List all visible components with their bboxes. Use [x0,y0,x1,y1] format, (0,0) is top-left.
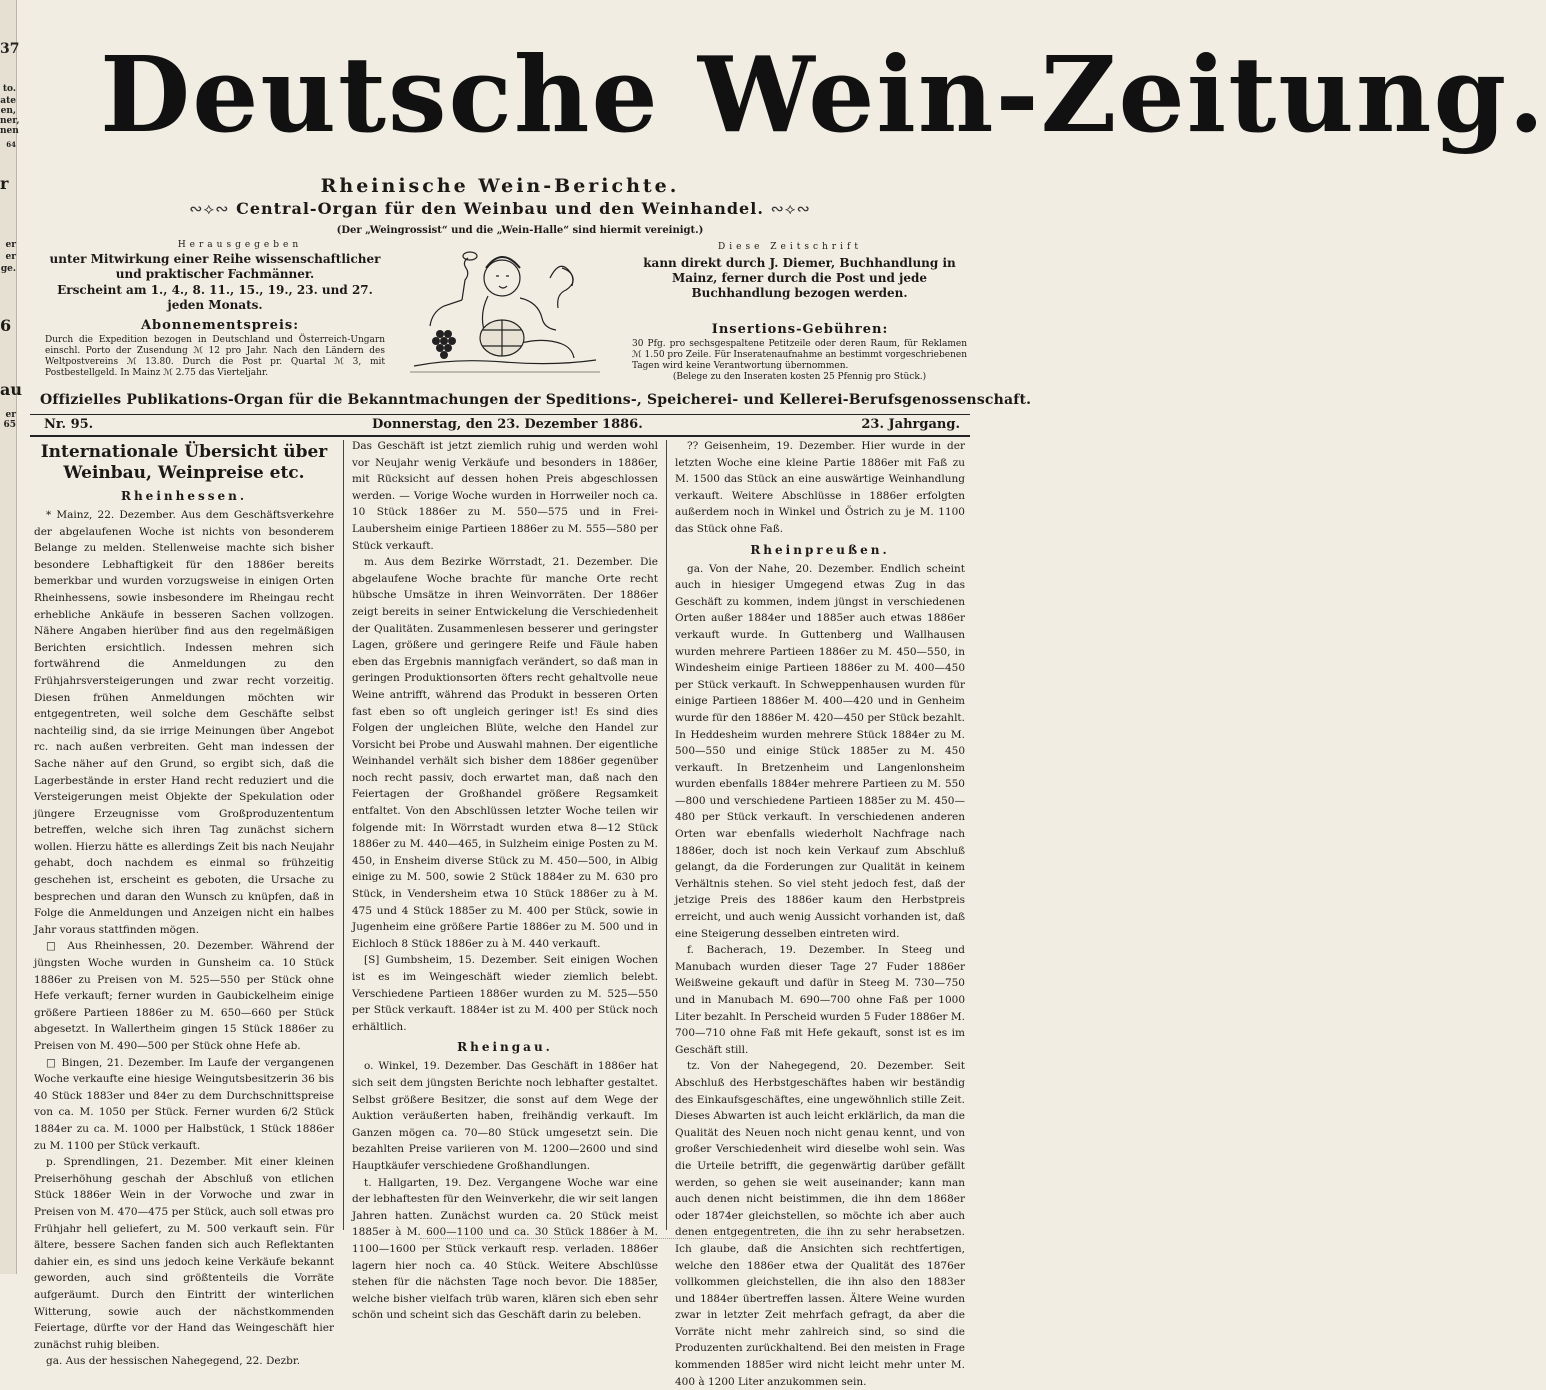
article-title: Internationale Übersicht über Weinbau, Weinpreise etc. [40,442,328,483]
bacchus-vignette-image [410,238,600,378]
article-paragraph: □ Aus Rheinhessen, 20. Dezember. Während der jüngsten Woche wurden in Gunsheim ca. 10 Stück 1886er zu Preisen von M. 525—550 per Stück ohne Hefe verkauft; ferner wurden in Gaubickelheim einige größere Partieen 1886er zu M. 650—660 per Stück abgesetzt. In Wallertheim gingen 15 Stück 1886er zu Preisen von M. 490—500 per Stück ohne Hefe ab. [34,940,334,1052]
insertion-title: Insertions-Gebühren: [711,322,889,337]
edge-mark: er [5,410,16,420]
column-separator [666,440,667,1230]
article-paragraph: m. Aus dem Bezirke Wörrstadt, 21. Dezember. Die abgelaufene Woche brachte für manche Orte recht hübsche Umsätze in ihren Weinvorräten. Der 1886er zeigt bereits in seiner Entwickelung die Verschiedenheit der Qualitäten. Zusammenlesen besserer und geringster Lagen, größere und geringere Reife und Fäule haben eben das Ergebnis mannigfach verändert, so daß man in geringen Produktionsorten öfters recht gehaltvolle neue Weine antrifft, während das Produkt in besseren Orten fast eben so oft ungleich geringer ist! Es sind dies Folgen der ungleichen Blüte, welche den Handel zur Vorsicht bei Probe und Auswahl mahnen. Der eigentliche Weinhandel verhält sich bisher dem 1886er gegenüber noch recht passiv, doch erwartet man, daß nach den Feiertagen der Großhandel größere Regsamkeit entfaltet. Von den Abschlüssen letzter Woche teilen wir folgende mit: In Wörrstadt wurden etwa 8—12 Stück 1886er zu M. 440—465, in Sulzheim einige Posten zu M. 450, in Ensheim diverse Stück zu M. 450—500, in Albig einige zu M. 500, sowie 2 Stück 1884er zu M. 630 pro Stück, in Vendersheim etwa 10 Stück 1886er zu à M. 475 und 4 Stück 1885er zu M. 400 per Stück, sowie in Jugenheim eine größere Partie 1886er zu M. 500 und in Eichloch 8 Stück 1886er zu à M. 440 verkauft. [352,556,658,950]
article-paragraph: p. Sprendlingen, 21. Dezember. Mit einer kleinen Preiserhöhung geschah der Abschluß von etlichen Stück 1886er Wein in der Vorwoche und zwar in Preisen von M. 470—475 per Stück, auch soll etwas pro Frühjahr hell geliefert, zu M. 500 verkauft sein. Für ältere, bessere Sachen fanden sich auch Reflektanten dahier ein, es sind uns jedoch keine Verkäufe bekannt geworden, auch sind größtenteils die Vorräte aufgeräumt. Durch den Eintritt der winterlichen Witterung, sowie auch der nächstkommenden Feiertage, dürfte vor der Hand das Weingeschäft hier zunächst ruhig bleiben. [34,1156,334,1351]
publisher-label: Herausgegeben [177,240,303,250]
article-paragraph: f. Bacherach, 19. Dezember. In Steeg und Manubach wurden dieser Tage 27 Fuder 1886er Weißweine gekauft und dafür in Steeg M. 730—750 und in Manubach M. 690—700 ohne Faß per 1000 Liter bezahlt. In Perscheid wurden 5 Fuder 1886er M. 700—710 ohne Faß mit Hefe gekauft, sonst ist es im Geschäft still. [675,944,965,1056]
edge-mark: ge. [0,264,16,274]
header-rule-bottom [30,435,970,437]
article-paragraph: t. Hallgarten, 19. Dez. Vergangene Woche war eine der lebhaftesten für den Weinverkehr, die wir seit langen Jahren hatten. Zunächst wurden ca. 20 Stück meist 1885er à M. 600—1100 und ca. 30 Stück 1886er à M. 1100—1600 per Stück verkauft resp. verladen. 1886er lagern hier noch ca. 40 Stück. Weitere Abschlüsse stehen für die nächsten Tage noch bevor. Die 1885er, welche bisher vielfach trüb waren, klären sich eben sehr schön und scheint sich das Geschäft darin zu beleben. [352,1176,658,1322]
subscription-label: Diese Zeitschrift [718,242,862,252]
edge-fragment: ner, [0,116,20,126]
article-column-3 [675,438,965,1390]
edge-mark: 6 [0,316,12,335]
section-heading-rheinpreussen: Rheinpreußen. [750,542,890,557]
edge-mark: au [0,380,22,399]
ornament-right: ∾⟡∾ [770,199,811,218]
insertion-text [632,339,967,383]
abonnement-title: Abonnementspreis: [140,318,300,333]
article-paragraph: [S] Gumbsheim, 15. Dezember. Seit einigen Wochen ist es im Weingeschäft wieder ziemlich belebt. Verschiedene Partieen 1886er wurden zu M. 525—550 per Stück verkauft. 1884er ist zu M. 400 per Stück noch erhältlich. [352,954,658,1033]
section-heading-rheingau: Rheingau. [457,1040,553,1055]
article-paragraph: tz. Von der Nahegegend, 20. Dezember. Seit Abschluß des Herbstgeschäftes haben wir beständig des Einkaufsgeschäftes, eine ungewöhnlich stille Zeit. Dieses Abwarten ist auch leicht erklärlich, da man die Qualität des Neuen noch nicht genau kennt, und von großer Verschiedenheit wird dieselbe wohl sein. Was die Urteile betrifft, die gegenwärtig darüber gefällt werden, so gehen sie weit auseinander; kann man auch denen nicht beistimmen, die ihn dem 1868er oder 1874er gleichstellen, so möchte ich aber auch denen entgegentreten, die ihn zu sehr herabsetzen. Ich glaube, daß die Ansichten sich rechtfertigen, welche den 1886er etwa der Qualität des 1876er vollkommen gleichstellen, die ihn also den 1883er und 1884er übertreffen lassen. Ältere Weine wurden zwar in letzter Zeit mehrfach gefragt, da aber die Vorräte nicht mehr zahlreich sind, so sind die Produzenten zurückhaltend. Bei den meisten in Frage kommenden 1885er wird nicht leicht mehr unter M. 400 à 1200 Liter anzukommen sein. [675,1060,965,1388]
edge-fragment: ate [0,96,16,106]
edge-mark: 65 [3,420,16,430]
header-rule-top [30,414,970,415]
issue-date: Donnerstag, den 23. Dezember 1886. [372,417,643,432]
edge-mark: er [5,240,16,250]
edge-mark: er [5,252,16,262]
footer-rule [420,1238,840,1245]
central-organ-text: Central-Organ für den Weinbau und den Weinhandel. [236,199,764,218]
edge-fragment: to. [2,84,16,94]
ornament-left: ∾⟡∾ [189,199,230,218]
section-heading-rheinhessen: Rheinhessen. [120,489,248,503]
edge-fragment: 37 [0,41,20,57]
edge-fragment: en, [0,106,16,116]
issue-volume: 23. Jahrgang. [861,417,960,432]
insertion-note: (Belege zu den Inseraten kosten 25 Pfennig pro Stück.) [672,372,927,382]
issue-number: Nr. 95. [44,417,94,432]
edge-fragment: 64 [6,140,16,149]
subscription-body: kann direkt durch J. Diemer, Buchhandlung in Mainz, ferner durch die Post und jede Buchhandlung bezogen werden. [643,256,956,300]
article-paragraph: * Mainz, 22. Dezember. Aus dem Geschäftsverkehre der abgelaufenen Woche ist nichts von besonderem Belange zu melden. Stellenweise machte sich bisher besondere Lebhaftigkeit für den 1886er bereits bemerkbar und wurden vorzugsweise in einigen Orten Rheinhessens, sowie insbesondere im Rheingau recht erhebliche Ankäufe in besseren Sachen vollzogen. Nähere Angaben hierüber find aus den regelmäßigen Berichten ersichtlich. Indessen mehren sich fortwährend die Anmeldungen zu den Frühjahrsversteigerungen und zwar recht vorzeitig. Diesen frühen Anmeldungen möchten wir entgegentreten, weil solche dem Geschäfte selbst nachteilig sind, da sie irrige Meinungen über Angebot rc. nach außen verbreiten. Geht man indessen der Sache näher auf den Grund, so ergibt sich, daß die Lagerbestände in erster Hand recht reduziert und die Versteigerungen meist Objekte der Spekulation oder jüngere Erzeugnisse vom Großproduzententum betreffen, welche sich ihren Tag zunächst sichern wollen. Hierzu hätte es allerdings Zeit bis nach Neujahr gehabt, doch nachdem es einmal so frühzeitig geschehen ist, erscheint es geboten, die Ursache zu besprechen und daran den Wunsch zu knüpfen, daß in Folge die Anmeldungen und Anzeigen nicht ein halbes Jahr voraus stattfinden mögen. [34,509,334,936]
insertion-body: 30 Pfg. pro sechsgespaltene Petitzeile oder deren Raum, für Reklamen ℳ 1.50 pro Zeile. Für Inseratenaufnahme an bestimmt vorgeschriebenen Tagen wird keine Verantwortung übernommen. [632,339,967,371]
article-paragraph: Das Geschäft ist jetzt ziemlich ruhig und werden wohl vor Neujahr wenig Verkäufe und besonders in 1886er, mit Rücksicht auf dessen hohen Preis abgeschlossen werden. — Vorige Woche wurden in Horrweiler noch ca. 10 Stück 1886er zu M. 550—575 und in Frei-Laubersheim einige Partieen 1886er zu M. 555—580 per Stück verkauft. [352,440,658,552]
official-organ-line: Offizielles Publikations-Organ für die Bekanntmachungen der Speditions-, Speicherei- und Kellerei-Berufsgenossenschaft. [40,392,1032,408]
article-paragraph: ga. Aus der hessischen Nahegegend, 22. Dezbr. [46,1355,301,1368]
article-paragraph: ?? Geisenheim, 19. Dezember. Hier wurde in der letzten Woche eine kleine Partie 1886er mit Faß zu M. 1500 das Stück an eine auswärtige Weinhandlung verkauft. Weitere Abschlüsse in 1886er erfolgten außerdem noch in Winkel und Östrich zu je M. 1100 das Stück ohne Faß. [675,440,965,535]
publisher-body: unter Mitwirkung einer Reihe wissenschaftlicher und praktischer Fachmänner. [49,252,381,281]
subtitle: Rheinische Wein-Berichte. [320,175,680,197]
central-organ-line [160,199,840,219]
article-paragraph: o. Winkel, 19. Dezember. Das Geschäft in 1886er hat sich seit dem jüngsten Berichte noch lebhafter gestaltet. Selbst größere Besitzer, die sonst auf dem Wege der Auktion veräußerten haben, freihändig verkauft. Im Ganzen mögen ca. 70—80 Stück umgesetzt sein. Die bezahlten Preise variieren von M. 1200—2600 und sind Hauptkäufer verschiedene Großhandlungen. [352,1060,658,1172]
masthead-title: Deutsche Wein-Zeitung. [100,33,1546,156]
column-separator [343,440,344,1230]
article-column-2 [352,438,658,1324]
article-paragraph: ga. Von der Nahe, 20. Dezember. Endlich scheint auch in hiesiger Umgegend etwas Zug in das Geschäft zu kommen, indem jüngst in verschiedenen Orten außer 1884er und 1885er auch etwas 1886er verkauft wurde. In Guttenberg und Wallhausen wurden mehrere Partieen 1886er zu M. 450—550, in Windesheim einige Partieen 1886er zu M. 400—450 per Stück verkauft. In Schweppenhausen wurden für einige Partieen 1886er M. 400—420 und in Genheim wurde für den 1886er M. 420—450 per Stück bezahlt. In Heddesheim wurden mehrere Stück 1884er zu M. 500—550 und einige Stück 1885er zu M. 450 verkauft. In Bretzenheim und Langenlonsheim wurden ebenfalls 1884er mehrere Partieen zu M. 550—800 und verschiedene Partieen 1885er zu M. 450—480 per Stück verkauft. In verschiedenen anderen Orten war ebenfalls wiederholt Nachfrage nach 1886er, doch ist noch kein Verkauf zum Abschluß gelangt, da die Forderungen zur Qualität in keinem Verhältnis stehen. So viel steht jedoch fest, daß der jetzige Preis des 1886er kaum den Herbstpreis erreicht, und auch wenig Aussicht vorhanden ist, daß eine Steigerung desselben eintreten wird. [675,562,965,940]
article-column-1 [34,442,334,1370]
abonnement-text: Durch die Expedition bezogen in Deutschland und Österreich-Ungarn einschl. Porto der Zusendung ℳ 12 pro Jahr. Nach den Ländern des Weltpostvereins ℳ 13.80. Durch die Post pr. Quartal ℳ 3, mit Postbestellgeld. In Mainz ℳ 2.75 das Vierteljahr. [45,335,385,378]
article-paragraph: □ Bingen, 21. Dezember. Im Laufe der vergangenen Woche verkaufte eine hiesige Weingutsbesitzerin 36 bis 40 Stück 1883er und 84er zu dem Durchschnittspreise von ca. M. 1050 per Stück. Ferner wurden 6/2 Stück 1884er zu ca. M. 1000 per Halbstück, 1 Stück 1886er zu M. 1100 per Stück verkauft. [34,1056,334,1152]
edge-mark: r [0,174,9,193]
edge-fragment: nen [0,126,19,136]
adjacent-page-edge [0,0,22,1274]
publication-schedule: Erscheint am 1., 4., 8. 11., 15., 19., 23. und 27. jeden Monats. [57,283,373,312]
merger-note: (Der „Weingrossist“ und die „Wein-Halle“ sind hiermit vereinigt.) [336,225,704,236]
